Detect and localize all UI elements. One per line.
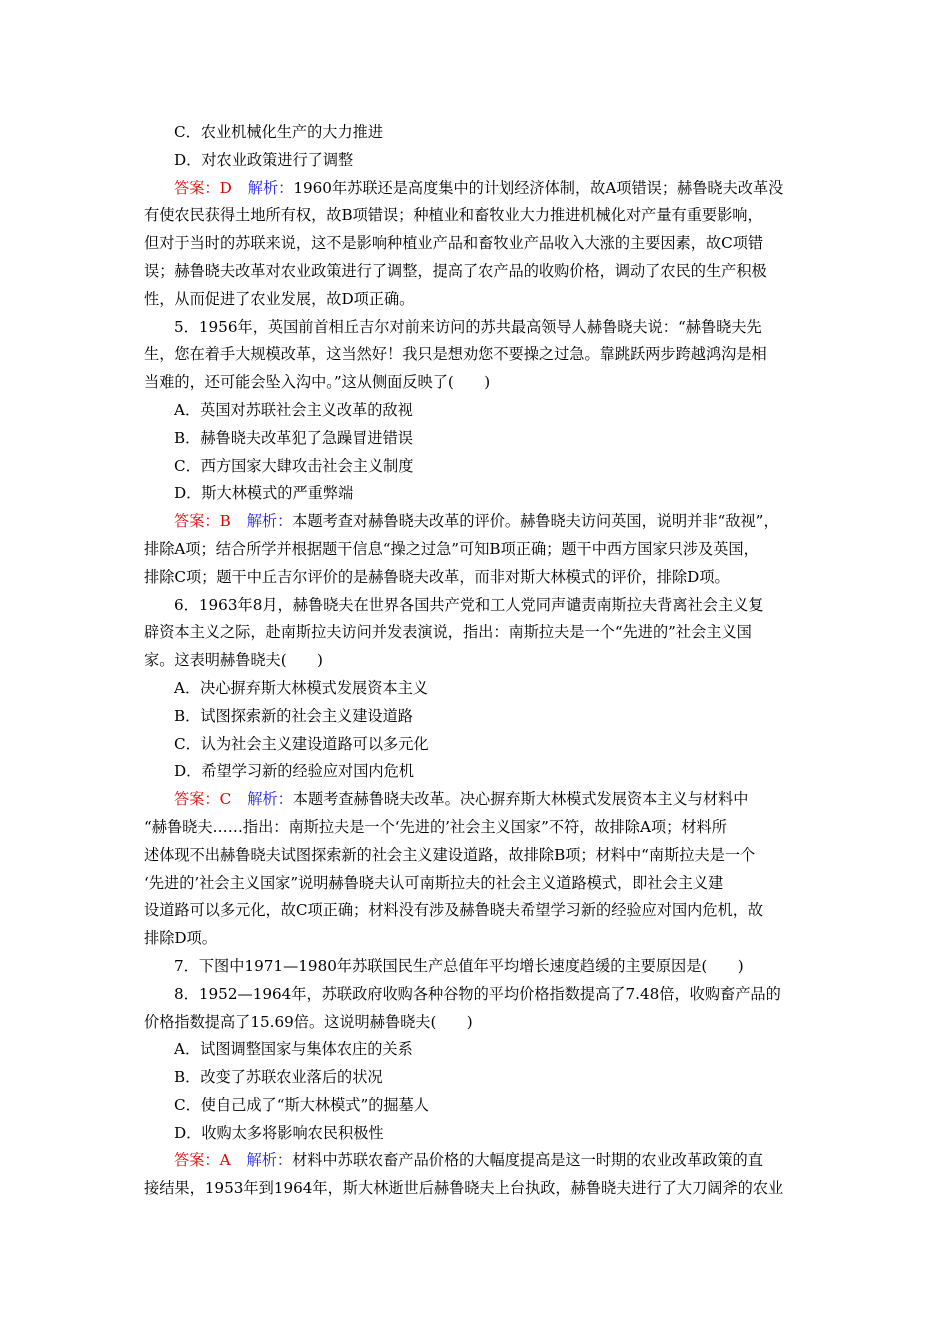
q6-answer-line xyxy=(144,786,814,814)
q6-option-a: A．决心摒弃斯大林模式发展资本主义 xyxy=(174,678,428,697)
q5-stem: 当难的，还可能会坠入沟中。”这从侧面反映了( ) xyxy=(144,373,491,392)
q7-stem: 7．下图中1971—1980年苏联国民生产总值年平均增长速度趋缓的主要原因是( ) xyxy=(174,956,744,975)
q5-stem: 生，您在着手大规模改革，这当然好！我只是想劝您不要操之过急。靠跳跃两步跨越鸿沟是相 xyxy=(144,345,767,364)
q5-analysis-line: 排除C项；题干中丘吉尔评价的是赫鲁晓夫改革，而非对斯大林模式的评价，排除D项。 xyxy=(144,567,730,586)
q6-analysis-line: ‘先进的’社会主义国家”说明赫鲁晓夫认可南斯拉夫的社会主义道路模式，即社会主义建 xyxy=(144,873,724,892)
analysis-label: 解析： xyxy=(247,790,293,809)
q4-analysis-line: 但对于当时的苏联来说，这不是影响种植业产品和畜牧业产品收入大涨的主要因素，故C项错 xyxy=(144,234,764,253)
q4-analysis-line: 1960年苏联还是高度集中的计划经济体制，故A项错误；赫鲁晓夫改革没 xyxy=(293,178,784,197)
q4-analysis-line: 误；赫鲁晓夫改革对农业政策进行了调整，提高了农产品的收购价格，调动了农民的生产积极 xyxy=(144,261,767,280)
q5-analysis-line: 排除A项；结合所学并根据题干信息“操之过急”可知B项正确；题干中西方国家只涉及英国， xyxy=(144,539,759,558)
q5-answer: B xyxy=(219,512,231,531)
q5-analysis-line: 本题考查对赫鲁晓夫改革的评价。赫鲁晓夫访问英国，说明并非“敌视”， xyxy=(292,512,779,531)
q5-option-b: B．赫鲁晓夫改革犯了急躁冒进错误 xyxy=(174,428,413,447)
analysis-label: 解析： xyxy=(247,178,294,197)
analysis-label: 解析： xyxy=(246,1151,293,1170)
document-content xyxy=(144,119,814,1203)
answer-label: 答案： xyxy=(174,790,220,809)
q6-analysis-line: “赫鲁晓夫……指出：南斯拉夫是一个‘先进的’社会主义国家”不符，故排除A项；材料所 xyxy=(144,817,727,836)
q8-option-a: A．试图调整国家与集体农庄的关系 xyxy=(174,1040,413,1059)
q6-stem: 家。这表明赫鲁晓夫( ) xyxy=(144,651,323,670)
q5-option-a: A．英国对苏联社会主义改革的敌视 xyxy=(174,400,413,419)
q4-answer: D xyxy=(219,178,232,197)
answer-label: 答案： xyxy=(174,1151,220,1170)
analysis-label: 解析： xyxy=(246,512,293,531)
q8-stem: 8．1952—1964年，苏联政府收购各种谷物的平均价格指数提高了7.48倍，收购畜产品的 xyxy=(174,984,781,1003)
q8-analysis-line: 接结果，1953年到1964年，斯大林逝世后赫鲁晓夫上台执政，赫鲁晓夫进行了大刀阔斧的农业 xyxy=(144,1179,784,1198)
q6-stem: 6．1963年8月，赫鲁晓夫在世界各国共产党和工人党同声谴责南斯拉夫背离社会主义复 xyxy=(174,595,764,614)
q8-answer-line xyxy=(144,1147,814,1175)
q5-answer-line xyxy=(144,508,814,536)
q8-option-b: B．改变了苏联农业落后的状况 xyxy=(174,1068,383,1087)
q6-analysis-line: 设道路可以多元化，故C项正确；材料没有涉及赫鲁晓夫希望学习新的经验应对国内危机，故 xyxy=(144,901,764,920)
q6-option-d: D．希望学习新的经验应对国内危机 xyxy=(174,762,414,781)
q8-stem: 价格指数提高了15.69倍。这说明赫鲁晓夫( ) xyxy=(144,1012,473,1031)
q4-analysis-line: 性，从而促进了农业发展，故D项正确。 xyxy=(144,289,415,308)
q4-analysis-line: 有使农民获得土地所有权，故B项错误；种植业和畜牧业大力推进机械化对产量有重要影响， xyxy=(144,206,763,225)
q6-analysis-line: 述体现不出赫鲁晓夫试图探索新的社会主义建设道路，故排除B项；材料中“南斯拉夫是一个 xyxy=(144,845,756,864)
q4-option-c: C．农业机械化生产的大力推进 xyxy=(174,123,384,141)
q6-stem: 辟资本主义之际，赴南斯拉夫访问并发表演说，指出：南斯拉夫是一个“先进的”社会主义国 xyxy=(144,623,752,642)
q4-answer-line xyxy=(144,175,814,203)
q6-option-b: B．试图探索新的社会主义建设道路 xyxy=(174,706,413,725)
q8-analysis-line: 材料中苏联农畜产品价格的大幅度提高是这一时期的农业改革政策的直 xyxy=(292,1151,763,1170)
answer-label: 答案： xyxy=(174,178,220,197)
q4-option-d: D．对农业政策进行了调整 xyxy=(174,150,354,169)
q6-answer: C xyxy=(219,790,232,809)
q5-option-d: D．斯大林模式的严重弊端 xyxy=(174,484,354,503)
q8-option-c: C．使自己成了“斯大林模式”的掘墓人 xyxy=(174,1095,429,1114)
q6-analysis-line: 排除D项。 xyxy=(144,929,217,948)
q6-option-c: C．认为社会主义建设道路可以多元化 xyxy=(174,734,429,753)
q5-stem: 5．1956年，英国前首相丘吉尔对前来访问的苏共最高领导人赫鲁晓夫说：“赫鲁晓夫先 xyxy=(174,317,762,336)
q8-answer: A xyxy=(219,1151,231,1170)
q5-option-c: C．西方国家大肆攻击社会主义制度 xyxy=(174,456,414,475)
answer-label: 答案： xyxy=(174,512,220,531)
q6-analysis-line: 本题考查赫鲁晓夫改革。决心摒弃斯大林模式发展资本主义与材料中 xyxy=(292,790,749,809)
q8-option-d: D．收购太多将影响农民积极性 xyxy=(174,1123,384,1142)
